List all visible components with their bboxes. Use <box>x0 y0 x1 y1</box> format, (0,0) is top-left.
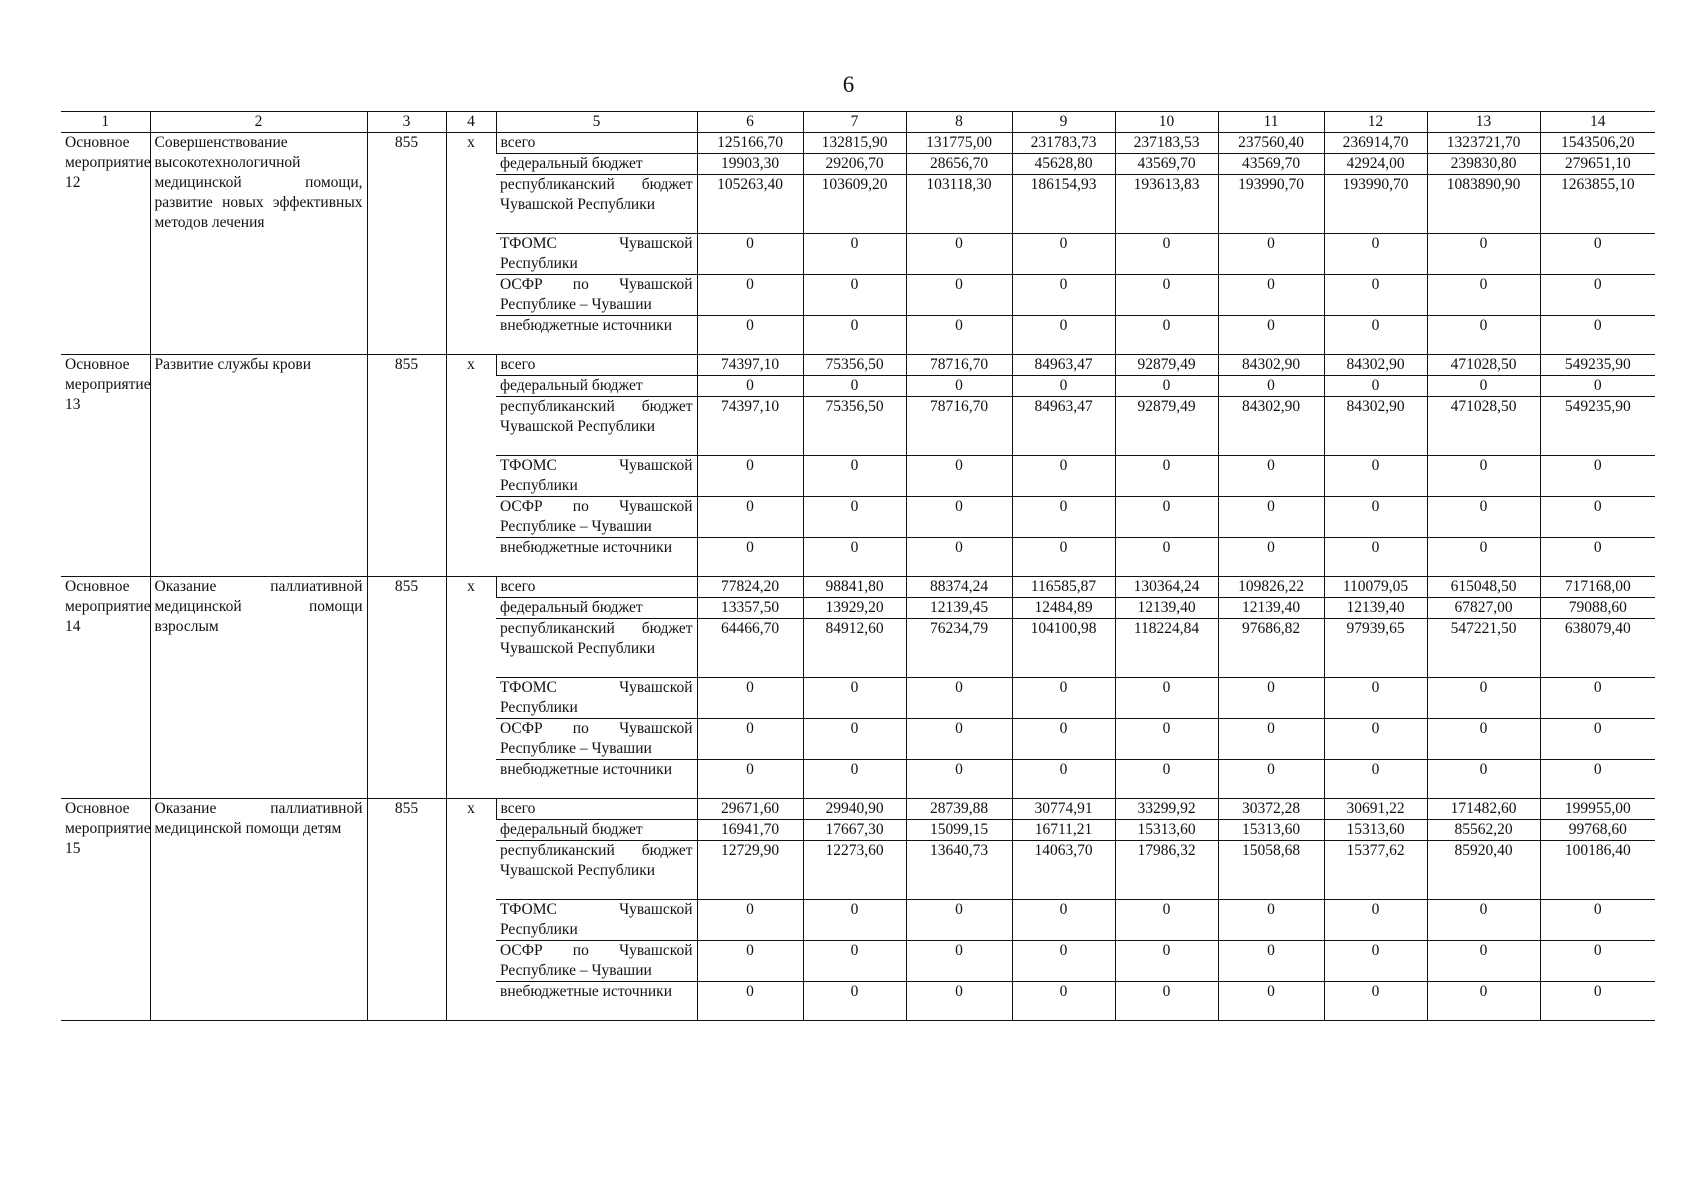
funding-source: ТФОМС Чувашской Республики <box>496 234 697 275</box>
event-name: Оказание паллиативной медицинской помощи детям <box>150 799 367 1021</box>
value-cell-col-11: 0 <box>1218 234 1324 275</box>
value-cell-col-6: 0 <box>697 275 803 316</box>
value-cell-col-12: 0 <box>1324 538 1427 577</box>
value-cell-col-7: 0 <box>803 497 906 538</box>
value-cell-col-9: 0 <box>1012 275 1115 316</box>
value-cell-col-11: 0 <box>1218 941 1324 982</box>
value-cell-col-12: 30691,22 <box>1324 799 1427 820</box>
value-cell-col-9: 0 <box>1012 900 1115 941</box>
value-cell-col-11: 0 <box>1218 982 1324 1021</box>
value-cell-col-12: 236914,70 <box>1324 133 1427 154</box>
value-cell-col-12: 193990,70 <box>1324 175 1427 234</box>
funding-source: внебюджетные источники <box>496 316 697 355</box>
event-code: 855 <box>367 577 446 799</box>
value-cell-col-14: 79088,60 <box>1540 598 1655 619</box>
value-cell-col-9: 0 <box>1012 538 1115 577</box>
value-cell-col-6: 0 <box>697 376 803 397</box>
header-row <box>61 112 1655 133</box>
value-cell-col-8: 0 <box>906 941 1012 982</box>
event-name: Оказание паллиативной медицинской помощи взрослым <box>150 577 367 799</box>
value-cell-col-9: 231783,73 <box>1012 133 1115 154</box>
value-cell-col-9: 0 <box>1012 456 1115 497</box>
value-cell-col-13: 471028,50 <box>1427 397 1540 456</box>
value-cell-col-11: 97686,82 <box>1218 619 1324 678</box>
value-cell-col-7: 103609,20 <box>803 175 906 234</box>
value-cell-col-7: 0 <box>803 982 906 1021</box>
value-cell-col-7: 0 <box>803 719 906 760</box>
value-cell-col-13: 0 <box>1427 497 1540 538</box>
column-header-8: 8 <box>906 112 1012 133</box>
value-cell-col-10: 193613,83 <box>1115 175 1218 234</box>
value-cell-col-10: 0 <box>1115 760 1218 799</box>
value-cell-col-11: 0 <box>1218 275 1324 316</box>
column-header-7: 7 <box>803 112 906 133</box>
value-cell-col-12: 0 <box>1324 497 1427 538</box>
value-cell-col-6: 0 <box>697 497 803 538</box>
value-cell-col-11: 0 <box>1218 376 1324 397</box>
funding-source: республиканский бюджет Чувашской Республики <box>496 175 697 234</box>
value-cell-col-9: 0 <box>1012 376 1115 397</box>
value-cell-col-8: 0 <box>906 234 1012 275</box>
event-mark: х <box>446 133 496 355</box>
funding-source: ТФОМС Чувашской Республики <box>496 456 697 497</box>
value-cell-col-9: 0 <box>1012 234 1115 275</box>
value-cell-col-14: 279651,10 <box>1540 154 1655 175</box>
value-cell-col-6: 0 <box>697 760 803 799</box>
value-cell-col-8: 0 <box>906 376 1012 397</box>
column-header-1: 1 <box>61 112 150 133</box>
value-cell-col-6: 0 <box>697 900 803 941</box>
table-row <box>61 799 1655 820</box>
funding-source: внебюджетные источники <box>496 760 697 799</box>
value-cell-col-8: 0 <box>906 497 1012 538</box>
value-cell-col-12: 0 <box>1324 760 1427 799</box>
value-cell-col-14: 0 <box>1540 376 1655 397</box>
value-cell-col-13: 0 <box>1427 275 1540 316</box>
value-cell-col-13: 0 <box>1427 760 1540 799</box>
funding-source: ОСФР по Чувашской Республике – Чувашии <box>496 497 697 538</box>
column-header-2: 2 <box>150 112 367 133</box>
value-cell-col-6: 13357,50 <box>697 598 803 619</box>
value-cell-col-14: 717168,00 <box>1540 577 1655 598</box>
funding-source: ТФОМС Чувашской Республики <box>496 678 697 719</box>
value-cell-col-14: 1543506,20 <box>1540 133 1655 154</box>
funding-source: федеральный бюджет <box>496 598 697 619</box>
value-cell-col-11: 15058,68 <box>1218 841 1324 900</box>
value-cell-col-14: 0 <box>1540 275 1655 316</box>
value-cell-col-13: 547221,50 <box>1427 619 1540 678</box>
value-cell-col-6: 0 <box>697 678 803 719</box>
funding-source: внебюджетные источники <box>496 982 697 1021</box>
value-cell-col-7: 98841,80 <box>803 577 906 598</box>
funding-source: республиканский бюджет Чувашской Республики <box>496 397 697 456</box>
value-cell-col-7: 0 <box>803 538 906 577</box>
value-cell-col-6: 0 <box>697 456 803 497</box>
value-cell-col-14: 0 <box>1540 941 1655 982</box>
value-cell-col-14: 1263855,10 <box>1540 175 1655 234</box>
event-name: Совершенствование высокотехнологичной медицинской помощи, развитие новых эффективных методов лечения <box>150 133 367 355</box>
value-cell-col-10: 0 <box>1115 376 1218 397</box>
value-cell-col-11: 84302,90 <box>1218 355 1324 376</box>
value-cell-col-7: 132815,90 <box>803 133 906 154</box>
event-code: 855 <box>367 799 446 1021</box>
value-cell-col-9: 12484,89 <box>1012 598 1115 619</box>
value-cell-col-9: 14063,70 <box>1012 841 1115 900</box>
value-cell-col-14: 549235,90 <box>1540 397 1655 456</box>
value-cell-col-7: 0 <box>803 275 906 316</box>
value-cell-col-13: 0 <box>1427 316 1540 355</box>
value-cell-col-9: 0 <box>1012 678 1115 719</box>
value-cell-col-10: 0 <box>1115 982 1218 1021</box>
value-cell-col-12: 0 <box>1324 678 1427 719</box>
value-cell-col-11: 84302,90 <box>1218 397 1324 456</box>
value-cell-col-11: 0 <box>1218 719 1324 760</box>
value-cell-col-10: 0 <box>1115 316 1218 355</box>
value-cell-col-7: 75356,50 <box>803 355 906 376</box>
table-row <box>61 133 1655 154</box>
value-cell-col-8: 0 <box>906 678 1012 719</box>
value-cell-col-8: 13640,73 <box>906 841 1012 900</box>
column-header-5: 5 <box>496 112 697 133</box>
value-cell-col-6: 0 <box>697 316 803 355</box>
value-cell-col-9: 104100,98 <box>1012 619 1115 678</box>
value-cell-col-11: 109826,22 <box>1218 577 1324 598</box>
value-cell-col-10: 12139,40 <box>1115 598 1218 619</box>
table-row <box>61 355 1655 376</box>
column-header-10: 10 <box>1115 112 1218 133</box>
value-cell-col-12: 0 <box>1324 376 1427 397</box>
value-cell-col-9: 0 <box>1012 760 1115 799</box>
value-cell-col-9: 30774,91 <box>1012 799 1115 820</box>
value-cell-col-10: 92879,49 <box>1115 355 1218 376</box>
value-cell-col-12: 0 <box>1324 900 1427 941</box>
value-cell-col-11: 30372,28 <box>1218 799 1324 820</box>
value-cell-col-12: 0 <box>1324 275 1427 316</box>
value-cell-col-6: 64466,70 <box>697 619 803 678</box>
value-cell-col-7: 0 <box>803 900 906 941</box>
value-cell-col-9: 0 <box>1012 941 1115 982</box>
value-cell-col-11: 0 <box>1218 678 1324 719</box>
column-header-11: 11 <box>1218 112 1324 133</box>
funding-source: всего <box>496 355 697 376</box>
value-cell-col-13: 615048,50 <box>1427 577 1540 598</box>
value-cell-col-13: 1083890,90 <box>1427 175 1540 234</box>
value-cell-col-14: 0 <box>1540 316 1655 355</box>
value-cell-col-11: 0 <box>1218 760 1324 799</box>
value-cell-col-8: 78716,70 <box>906 397 1012 456</box>
value-cell-col-8: 0 <box>906 900 1012 941</box>
value-cell-col-9: 84963,47 <box>1012 355 1115 376</box>
value-cell-col-10: 237183,53 <box>1115 133 1218 154</box>
value-cell-col-10: 0 <box>1115 234 1218 275</box>
value-cell-col-13: 67827,00 <box>1427 598 1540 619</box>
value-cell-col-9: 0 <box>1012 982 1115 1021</box>
value-cell-col-14: 0 <box>1540 456 1655 497</box>
funding-source: ОСФР по Чувашской Республике – Чувашии <box>496 719 697 760</box>
value-cell-col-9: 84963,47 <box>1012 397 1115 456</box>
value-cell-col-14: 0 <box>1540 760 1655 799</box>
value-cell-col-10: 0 <box>1115 456 1218 497</box>
event-label: Основное мероприятие 13 <box>61 355 150 577</box>
funding-source: всего <box>496 799 697 820</box>
column-header-9: 9 <box>1012 112 1115 133</box>
value-cell-col-13: 0 <box>1427 719 1540 760</box>
value-cell-col-10: 15313,60 <box>1115 820 1218 841</box>
value-cell-col-11: 12139,40 <box>1218 598 1324 619</box>
value-cell-col-13: 85920,40 <box>1427 841 1540 900</box>
funding-table <box>61 111 1655 1021</box>
value-cell-col-12: 0 <box>1324 456 1427 497</box>
funding-source: республиканский бюджет Чувашской Республики <box>496 619 697 678</box>
value-cell-col-14: 0 <box>1540 497 1655 538</box>
value-cell-col-7: 84912,60 <box>803 619 906 678</box>
table-header <box>61 112 1655 133</box>
value-cell-col-13: 0 <box>1427 234 1540 275</box>
funding-source: федеральный бюджет <box>496 376 697 397</box>
value-cell-col-11: 15313,60 <box>1218 820 1324 841</box>
event-mark: х <box>446 355 496 577</box>
value-cell-col-10: 92879,49 <box>1115 397 1218 456</box>
value-cell-col-12: 12139,40 <box>1324 598 1427 619</box>
value-cell-col-8: 28656,70 <box>906 154 1012 175</box>
value-cell-col-13: 471028,50 <box>1427 355 1540 376</box>
value-cell-col-13: 85562,20 <box>1427 820 1540 841</box>
funding-source: ОСФР по Чувашской Республике – Чувашии <box>496 941 697 982</box>
value-cell-col-7: 0 <box>803 234 906 275</box>
value-cell-col-6: 0 <box>697 538 803 577</box>
value-cell-col-11: 0 <box>1218 316 1324 355</box>
value-cell-col-10: 118224,84 <box>1115 619 1218 678</box>
value-cell-col-12: 15313,60 <box>1324 820 1427 841</box>
column-header-12: 12 <box>1324 112 1427 133</box>
value-cell-col-8: 88374,24 <box>906 577 1012 598</box>
page-number: 6 <box>842 72 855 97</box>
value-cell-col-8: 78716,70 <box>906 355 1012 376</box>
value-cell-col-12: 84302,90 <box>1324 397 1427 456</box>
value-cell-col-8: 28739,88 <box>906 799 1012 820</box>
column-header-13: 13 <box>1427 112 1540 133</box>
value-cell-col-13: 0 <box>1427 982 1540 1021</box>
value-cell-col-13: 0 <box>1427 941 1540 982</box>
value-cell-col-12: 97939,65 <box>1324 619 1427 678</box>
value-cell-col-11: 0 <box>1218 456 1324 497</box>
column-header-14: 14 <box>1540 112 1655 133</box>
value-cell-col-13: 1323721,70 <box>1427 133 1540 154</box>
value-cell-col-6: 0 <box>697 982 803 1021</box>
value-cell-col-14: 638079,40 <box>1540 619 1655 678</box>
value-cell-col-14: 199955,00 <box>1540 799 1655 820</box>
value-cell-col-6: 74397,10 <box>697 397 803 456</box>
value-cell-col-10: 0 <box>1115 678 1218 719</box>
value-cell-col-7: 13929,20 <box>803 598 906 619</box>
value-cell-col-13: 0 <box>1427 376 1540 397</box>
value-cell-col-9: 0 <box>1012 316 1115 355</box>
value-cell-col-10: 0 <box>1115 900 1218 941</box>
value-cell-col-12: 0 <box>1324 316 1427 355</box>
value-cell-col-6: 125166,70 <box>697 133 803 154</box>
value-cell-col-10: 43569,70 <box>1115 154 1218 175</box>
value-cell-col-7: 0 <box>803 316 906 355</box>
event-label: Основное мероприятие 14 <box>61 577 150 799</box>
event-mark: х <box>446 577 496 799</box>
value-cell-col-12: 0 <box>1324 719 1427 760</box>
value-cell-col-13: 239830,80 <box>1427 154 1540 175</box>
value-cell-col-6: 0 <box>697 719 803 760</box>
value-cell-col-7: 0 <box>803 376 906 397</box>
event-code: 855 <box>367 355 446 577</box>
funding-source: всего <box>496 577 697 598</box>
value-cell-col-14: 0 <box>1540 900 1655 941</box>
value-cell-col-6: 0 <box>697 234 803 275</box>
value-cell-col-14: 0 <box>1540 234 1655 275</box>
value-cell-col-14: 0 <box>1540 538 1655 577</box>
value-cell-col-11: 43569,70 <box>1218 154 1324 175</box>
value-cell-col-14: 0 <box>1540 719 1655 760</box>
value-cell-col-14: 0 <box>1540 982 1655 1021</box>
value-cell-col-12: 84302,90 <box>1324 355 1427 376</box>
value-cell-col-7: 0 <box>803 941 906 982</box>
value-cell-col-9: 0 <box>1012 497 1115 538</box>
value-cell-col-8: 103118,30 <box>906 175 1012 234</box>
value-cell-col-8: 0 <box>906 719 1012 760</box>
value-cell-col-10: 0 <box>1115 941 1218 982</box>
value-cell-col-7: 0 <box>803 760 906 799</box>
value-cell-col-11: 0 <box>1218 900 1324 941</box>
funding-source: федеральный бюджет <box>496 820 697 841</box>
value-cell-col-9: 0 <box>1012 719 1115 760</box>
value-cell-col-6: 12729,90 <box>697 841 803 900</box>
value-cell-col-6: 16941,70 <box>697 820 803 841</box>
funding-source: республиканский бюджет Чувашской Республики <box>496 841 697 900</box>
value-cell-col-10: 0 <box>1115 275 1218 316</box>
value-cell-col-13: 0 <box>1427 678 1540 719</box>
value-cell-col-8: 12139,45 <box>906 598 1012 619</box>
value-cell-col-6: 77824,20 <box>697 577 803 598</box>
value-cell-col-8: 0 <box>906 982 1012 1021</box>
value-cell-col-12: 110079,05 <box>1324 577 1427 598</box>
value-cell-col-6: 74397,10 <box>697 355 803 376</box>
value-cell-col-10: 17986,32 <box>1115 841 1218 900</box>
value-cell-col-9: 186154,93 <box>1012 175 1115 234</box>
value-cell-col-14: 99768,60 <box>1540 820 1655 841</box>
value-cell-col-11: 237560,40 <box>1218 133 1324 154</box>
column-header-4: 4 <box>446 112 496 133</box>
value-cell-col-9: 16711,21 <box>1012 820 1115 841</box>
value-cell-col-10: 0 <box>1115 719 1218 760</box>
funding-source: федеральный бюджет <box>496 154 697 175</box>
column-header-6: 6 <box>697 112 803 133</box>
value-cell-col-7: 0 <box>803 456 906 497</box>
value-cell-col-12: 0 <box>1324 234 1427 275</box>
value-cell-col-7: 29940,90 <box>803 799 906 820</box>
event-mark: х <box>446 799 496 1021</box>
value-cell-col-11: 0 <box>1218 538 1324 577</box>
value-cell-col-14: 100186,40 <box>1540 841 1655 900</box>
table-row <box>61 577 1655 598</box>
value-cell-col-10: 0 <box>1115 538 1218 577</box>
value-cell-col-14: 0 <box>1540 678 1655 719</box>
value-cell-col-9: 45628,80 <box>1012 154 1115 175</box>
value-cell-col-8: 76234,79 <box>906 619 1012 678</box>
value-cell-col-8: 0 <box>906 316 1012 355</box>
value-cell-col-8: 0 <box>906 275 1012 316</box>
value-cell-col-14: 549235,90 <box>1540 355 1655 376</box>
event-label: Основное мероприятие 12 <box>61 133 150 355</box>
value-cell-col-11: 193990,70 <box>1218 175 1324 234</box>
value-cell-col-6: 29671,60 <box>697 799 803 820</box>
value-cell-col-6: 105263,40 <box>697 175 803 234</box>
funding-source: внебюджетные источники <box>496 538 697 577</box>
value-cell-col-13: 0 <box>1427 538 1540 577</box>
value-cell-col-8: 0 <box>906 456 1012 497</box>
value-cell-col-9: 116585,87 <box>1012 577 1115 598</box>
value-cell-col-13: 0 <box>1427 456 1540 497</box>
value-cell-col-13: 171482,60 <box>1427 799 1540 820</box>
event-name: Развитие службы крови <box>150 355 367 577</box>
value-cell-col-7: 12273,60 <box>803 841 906 900</box>
funding-source: ТФОМС Чувашской Республики <box>496 900 697 941</box>
value-cell-col-12: 15377,62 <box>1324 841 1427 900</box>
value-cell-col-7: 17667,30 <box>803 820 906 841</box>
value-cell-col-6: 0 <box>697 941 803 982</box>
value-cell-col-7: 29206,70 <box>803 154 906 175</box>
value-cell-col-11: 0 <box>1218 497 1324 538</box>
value-cell-col-8: 0 <box>906 760 1012 799</box>
value-cell-col-10: 0 <box>1115 497 1218 538</box>
value-cell-col-12: 0 <box>1324 941 1427 982</box>
event-label: Основное мероприятие 15 <box>61 799 150 1021</box>
value-cell-col-12: 42924,00 <box>1324 154 1427 175</box>
event-code: 855 <box>367 133 446 355</box>
table-body <box>61 133 1655 1021</box>
value-cell-col-8: 131775,00 <box>906 133 1012 154</box>
funding-source: всего <box>496 133 697 154</box>
value-cell-col-6: 19903,30 <box>697 154 803 175</box>
value-cell-col-7: 75356,50 <box>803 397 906 456</box>
value-cell-col-13: 0 <box>1427 900 1540 941</box>
value-cell-col-10: 33299,92 <box>1115 799 1218 820</box>
value-cell-col-8: 15099,15 <box>906 820 1012 841</box>
value-cell-col-8: 0 <box>906 538 1012 577</box>
funding-source: ОСФР по Чувашской Республике – Чувашии <box>496 275 697 316</box>
value-cell-col-12: 0 <box>1324 982 1427 1021</box>
value-cell-col-10: 130364,24 <box>1115 577 1218 598</box>
column-header-3: 3 <box>367 112 446 133</box>
value-cell-col-7: 0 <box>803 678 906 719</box>
